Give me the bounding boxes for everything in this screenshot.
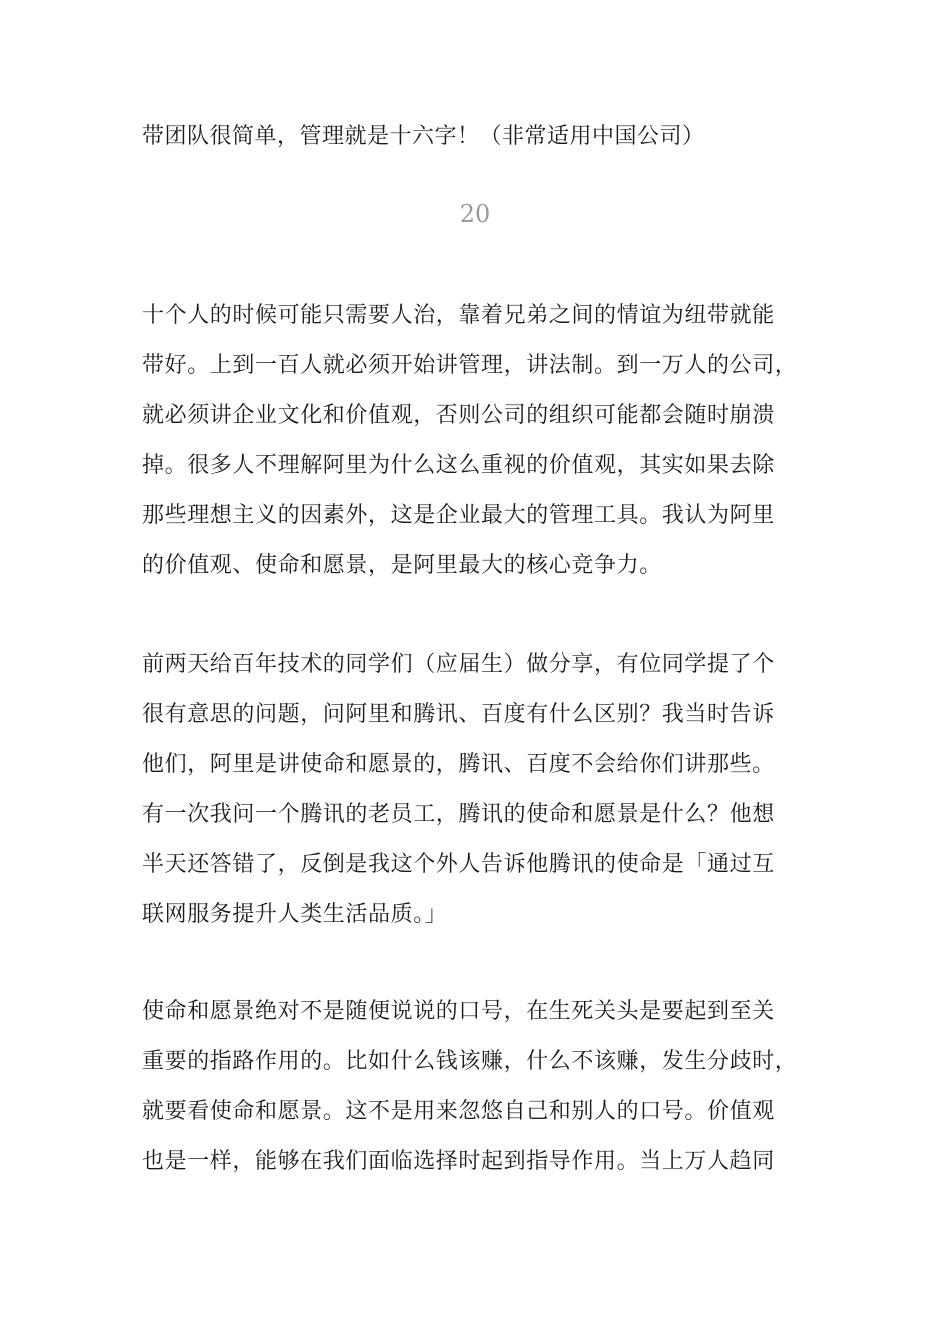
paragraph-line: 带好。上到一百人就必须开始讲管理，讲法制。到一万人的公司， [142,353,798,378]
paragraph-line: 前两天给百年技术的同学们（应届生）做分享，有位同学提了个 [142,652,775,677]
paragraph-line: 就必须讲企业文化和价值观，否则公司的组织可能都会随时崩溃 [142,403,775,428]
paragraph-line: 半天还答错了，反倒是我这个外人告诉他腾讯的使命是「通过互 [142,852,775,877]
paragraph-line: 有一次我问一个腾讯的老员工，腾讯的使命和愿景是什么？他想 [142,802,775,827]
paragraph-line: 他们，阿里是讲使命和愿景的，腾讯、百度不会给你们讲那些。 [142,752,775,777]
paragraph-line: 那些理想主义的因素外，这是企业最大的管理工具。我认为阿里 [142,503,775,528]
paragraph-line: 使命和愿景绝对不是随便说说的口号，在生死关头是要起到至关 [142,999,775,1024]
page-number: 20 [459,200,491,228]
paragraph-line: 十个人的时候可能只需要人治，靠着兄弟之间的情谊为纽带就能 [142,303,775,328]
paragraph-line: 的价值观、使命和愿景，是阿里最大的核心竞争力。 [142,553,662,578]
paragraph-line: 重要的指路作用的。比如什么钱该赚，什么不该赚，发生分歧时， [142,1049,798,1074]
paragraph-2 [142,640,842,940]
paragraph-line: 掉。很多人不理解阿里为什么这么重视的价值观，其实如果去除 [142,453,775,478]
paragraph-line: 就要看使命和愿景。这不是用来忽悠自己和别人的口号。价值观 [142,1099,775,1124]
paragraph-line: 联网服务提升人类生活品质。」 [142,902,448,927]
document-title: 带团队很简单，管理就是十六字！（非常适用中国公司） [142,124,705,149]
paragraph-line: 很有意思的问题，问阿里和腾讯、百度有什么区别？我当时告诉 [142,702,775,727]
paragraph-3 [142,987,842,1187]
paragraph-line: 也是一样，能够在我们面临选择时起到指导作用。当上万人趋同 [142,1149,775,1174]
paragraph-1 [142,291,842,591]
